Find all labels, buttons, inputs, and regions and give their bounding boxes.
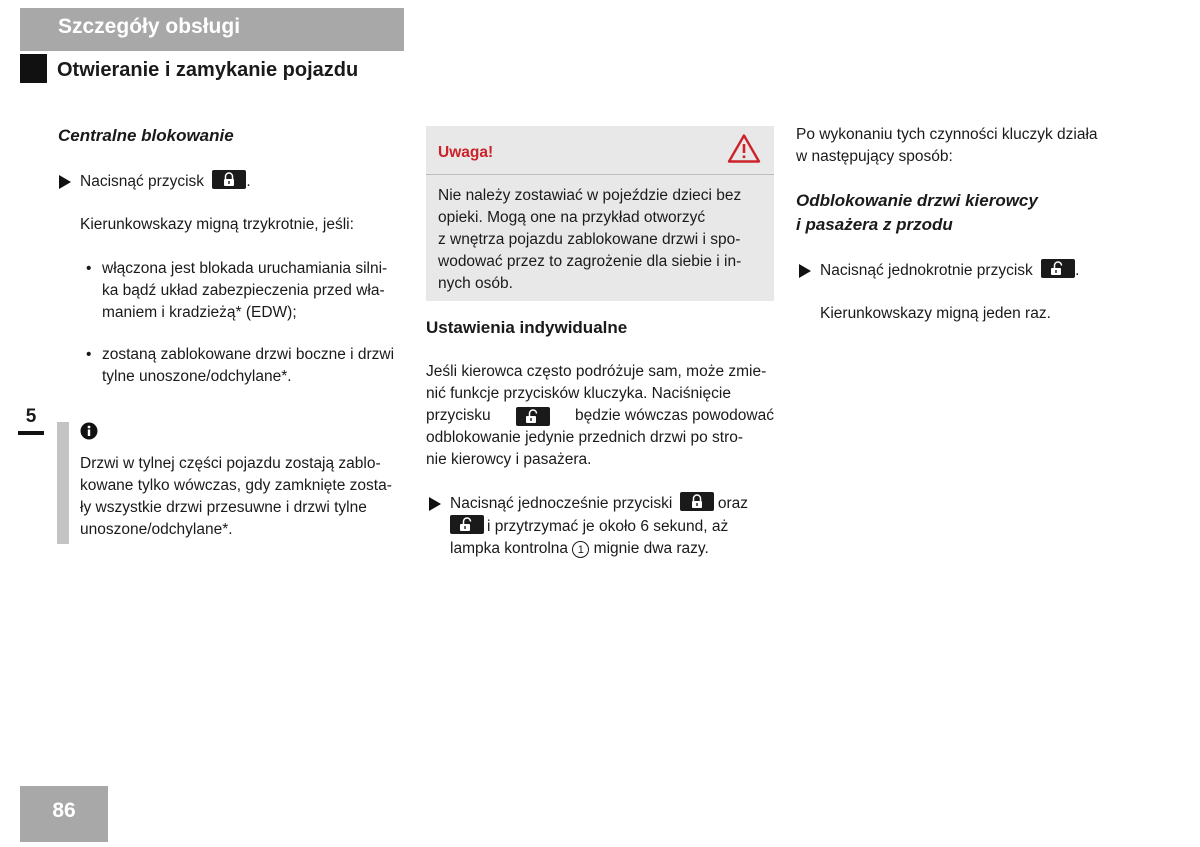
chapter-title: Otwieranie i zamykanie pojazdu [57,59,359,81]
warning-text: Nie należy zostawiać w pojeździe dzieci bez opieki. Mogą one na przykład otworzyć z wnętrza pojazdu zablokowane drzwi i spo- wodować przez to zagrożenie dla siebie i in- nych osób. [438,187,742,292]
list-item: • zostaną zablokowane drzwi boczne i drzwi tylne unoszone/odchylane*. [86,346,395,385]
lock-key-icon [680,492,714,511]
unlock-step: Nacisnąć jednokrotnie przycisk . [798,259,1079,282]
warning-triangle-icon [727,133,761,171]
central-locking-heading: Centralne blokowanie [58,126,234,145]
chapter-marker [20,54,47,83]
unlock-key-icon [450,515,484,534]
warning-title: Uwaga! [438,144,494,161]
blink-three-times-text: Kierunkowskazy migną trzykrotnie, jeśli: [80,216,354,233]
unlock-key-icon [516,407,550,426]
list-item: • włączona jest blokada uruchamiania silni- ka bądź układ zabezpieczenia przed wła- maniem i kradzieżą* (EDW); [86,260,388,321]
individual-settings-paragraph: Jeśli kierowca często podróżuje sam, może zmie- nić funkcje przycisków kluczyka. Naciśnięcie przycisku będzie wówczas powodować odblokowanie jedynie przednich drzwi po stro- nie kierowcy i pasażera. [426,363,774,468]
indicator-lamp-callout: 1 [572,541,589,558]
individual-settings-heading: Ustawienia indywidualne [426,318,628,337]
page-number: 86 [52,799,76,822]
page-number-box [20,786,108,842]
step-arrow-icon [59,175,71,189]
blink-once-text: Kierunkowskazy migną jeden raz. [820,305,1051,322]
lock-step: Nacisnąć przycisk . [58,170,251,193]
step-arrow-icon [799,264,811,278]
note-text: Drzwi w tylnej części pojazdu zostają zablo- kowane tylko wówczas, gdy zamknięte zosta- ły wszystkie drzwi przesuwne i drzwi tylne unoszone/odchylane*. [80,455,392,538]
key-function-intro: Po wykonaniu tych czynności kluczyk działa w następujący sposób: [796,126,1098,165]
unlock-key-icon [1041,259,1075,278]
unlock-front-doors-heading: Odblokowanie drzwi kierowcy i pasażera z przodu [796,191,1038,234]
info-icon [80,422,98,447]
chapter-tab-bar [18,431,44,435]
lock-key-icon [212,170,246,189]
combined-press-step: Nacisnąć jednocześnie przyciski oraz i przytrzymać je około 6 sekund, aż lampka kontrolna 1 mignie dwa razy. [428,492,780,560]
step-arrow-icon [429,497,441,511]
lock-step-text: Nacisnąć przycisk [80,173,205,190]
chapter-number-tab: 5 [18,403,44,431]
section-header [20,8,404,51]
note-bar [57,422,69,544]
warning-divider [426,174,774,175]
section-title: Szczegóły obsługi [58,15,241,38]
